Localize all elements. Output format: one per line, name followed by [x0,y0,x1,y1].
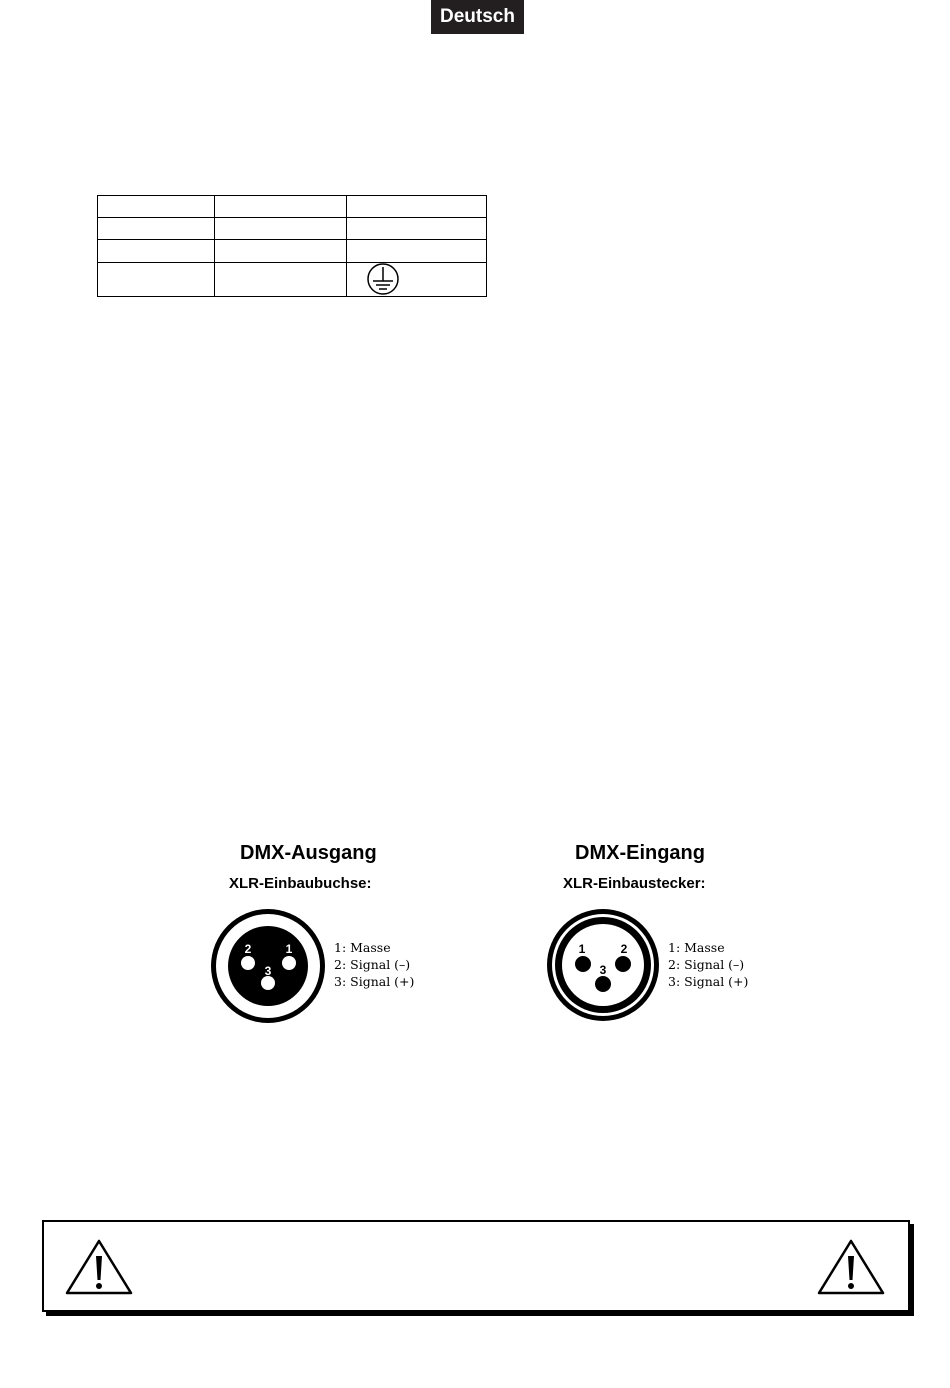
table-row [98,240,487,262]
pin-label: 1 [578,942,586,956]
pin-label: 2 [244,942,252,956]
table-cell [347,240,487,262]
dmx-input-subtitle: XLR-Einbaustecker: [563,875,706,892]
warning-triangle-icon [64,1238,134,1296]
dmx-output-title: DMX-Ausgang [240,842,377,864]
pin-label: 3 [599,963,607,977]
table-cell [98,262,215,296]
table-cell [347,262,487,296]
wire-table [97,195,487,297]
pin-label: 2 [620,942,628,956]
pin-description: 1: Masse [668,940,725,955]
table-cell [347,218,487,240]
pin-description: 1: Masse [334,940,391,955]
pin-description: 2: Signal (–) [668,957,745,972]
table-row [98,218,487,240]
xlr-male-plug-icon [545,907,661,1023]
table-cell [98,240,215,262]
dmx-input-pin-list [668,939,748,990]
protective-earth-icon [365,263,401,295]
table-cell [215,240,347,262]
table-cell [98,218,215,240]
pin-label: 3 [264,964,272,978]
xlr-female-socket-icon [209,907,327,1025]
dmx-output-pin-list [334,939,414,990]
table-row [98,196,487,218]
table-row [98,262,487,296]
pin-description: 3: Signal (+) [334,974,415,989]
pin-description: 3: Signal (+) [668,974,749,989]
table-cell [215,218,347,240]
table-cell [215,196,347,218]
pin-label: 1 [285,942,293,956]
table-cell [98,196,215,218]
pin-description: 2: Signal (–) [334,957,411,972]
warning-box [42,1220,910,1312]
warning-triangle-icon [816,1238,886,1296]
language-tab: Deutsch [431,0,524,34]
table-cell [347,196,487,218]
table-cell [215,262,347,296]
dmx-output-subtitle: XLR-Einbaubuchse: [229,875,372,892]
dmx-input-title: DMX-Eingang [575,842,705,864]
